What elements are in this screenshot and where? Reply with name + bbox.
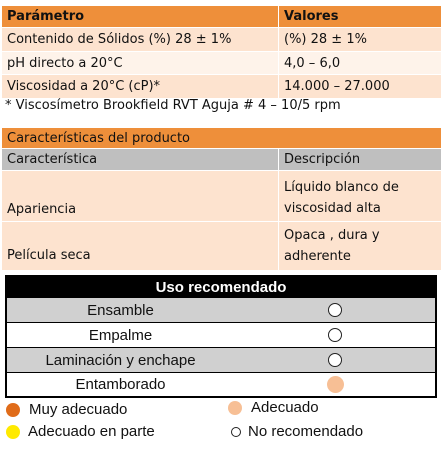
adecuado-dot-icon: [228, 401, 242, 415]
characteristics-header-row: [2, 149, 441, 170]
param-value: 4,0 – 6,0: [284, 55, 341, 71]
recommended-use-table: [5, 275, 437, 398]
characteristics-row: [2, 171, 441, 221]
adecuado-circle-icon: [327, 376, 344, 393]
properties-row: [2, 75, 441, 98]
use-row: [7, 347, 435, 372]
viscosity-footnote: * Viscosímetro Brookfield RVT Aguja # 4 – 10/5 rpm: [5, 98, 341, 113]
legend-item-muy-adecuado: Muy adecuado: [6, 401, 127, 418]
not-recommended-circle-icon: [328, 353, 342, 367]
use-row: [7, 372, 435, 396]
header-valores: Valores: [284, 9, 339, 24]
characteristics-row: [2, 222, 441, 270]
header-descripcion: Descripción: [284, 152, 361, 167]
header-parametro: Parámetro: [7, 9, 85, 24]
param-value: (%) 28 ± 1%: [284, 32, 367, 47]
legend-item-no-recomendado: No recomendado: [231, 423, 363, 440]
legend-item-adecuado-en-parte: Adecuado en parte: [6, 423, 155, 440]
characteristic-name: Película seca: [7, 248, 91, 263]
use-label: Entamborado: [75, 376, 166, 393]
properties-row: [2, 28, 441, 51]
not-recommended-circle-icon: [328, 328, 342, 342]
param-name: pH directo a 20°C: [7, 55, 123, 71]
characteristic-name: Apariencia: [7, 202, 77, 217]
use-row: [7, 322, 435, 347]
properties-table: [2, 6, 441, 98]
use-label: Ensamble: [87, 301, 154, 319]
use-label: Empalme: [88, 326, 153, 344]
characteristics-title: Características del producto: [2, 128, 441, 148]
characteristics-table: [2, 128, 441, 271]
muy-adecuado-dot-icon: [6, 403, 20, 417]
recommended-use-title: Uso recomendado: [7, 277, 435, 297]
header-caracteristica: Característica: [7, 152, 98, 167]
rating-legend: [0, 398, 443, 453]
legend-item-adecuado: Adecuado: [228, 399, 319, 416]
use-label: Laminación y enchape: [45, 351, 196, 369]
properties-row: [2, 52, 441, 74]
no-recomendado-dot-icon: [231, 427, 241, 437]
param-name: Contenido de Sólidos (%) 28 ± 1%: [7, 32, 232, 47]
characteristic-desc: Opaca , dura y adherente: [284, 228, 380, 264]
not-recommended-circle-icon: [328, 303, 342, 317]
characteristic-desc: Líquido blanco de viscosidad alta: [284, 180, 399, 216]
param-value: 14.000 – 27.000: [284, 79, 390, 94]
properties-header-row: [2, 6, 441, 27]
param-name: Viscosidad a 20°C (cP)*: [7, 79, 161, 94]
use-row: [7, 297, 435, 322]
adecuado-en-parte-dot-icon: [6, 425, 20, 439]
